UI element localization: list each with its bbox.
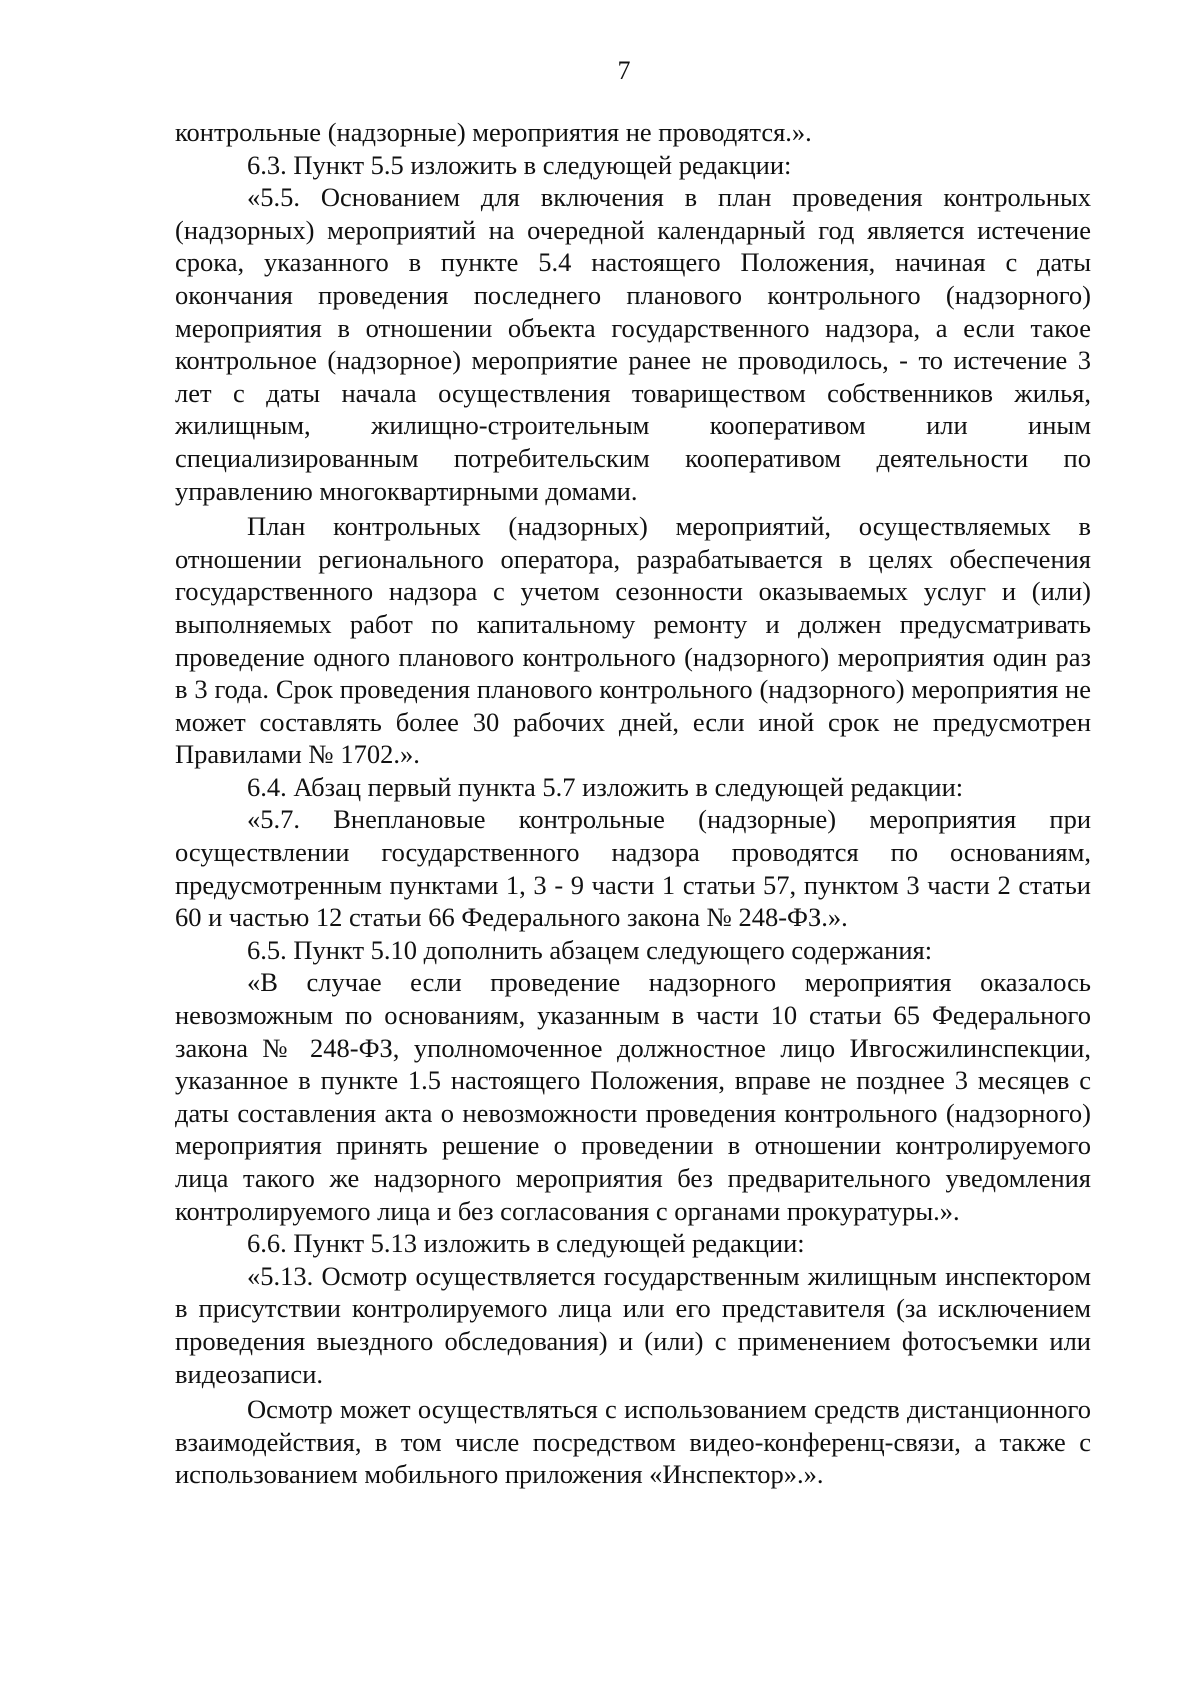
paragraph-item-6-5: 6.5. Пункт 5.10 дополнить абзацем следующего содержания: bbox=[247, 934, 933, 965]
paragraph-continuation: контрольные (надзорные) мероприятия не проводятся.». bbox=[175, 117, 812, 147]
paragraph-clause-5-10-addition: «В случае если проведение надзорного мероприятия оказалось невозможным по основаниям, указанным в части 10 статьи 65 Федерального закона № 248-ФЗ, уполномоченное должностное лицо Ивгосжилинспекции, указанное в пункте 1.5 настоящего Положения, вправе не позднее 3 месяцев с даты составления акта о невозможности проведения контрольного (надзорного) мероприятия принять решение о проведении в отношении контролируемого лица такого же надзорного мероприятия без предварительного уведомления контролируемого лица и без согласования с органами прокуратуры.». bbox=[175, 967, 1091, 1226]
paragraph-item-6-3: 6.3. Пункт 5.5 изложить в следующей редакции: bbox=[247, 149, 792, 180]
paragraph-clause-5-7: «5.7. Внеплановые контрольные (надзорные) мероприятия при осуществлении государственного надзора проводятся по основаниям, предусмотренным пунктами 1, 3 - 9 части 1 статьи 57, пунктом 3 части 2 статьи 60 и частью 12 статьи 66 Федерального закона № 248-ФЗ.». bbox=[175, 804, 1091, 933]
paragraph-plan-regional-operator: План контрольных (надзорных) мероприятий, осуществляемых в отношении регионального оператора, разрабатывается в целях обеспечения государственного надзора с учетом сезонности оказываемых услуг и (или) выполняемых работ по капитальному ремонту и должен предусматривать проведение одного планового контрольного (надзорного) мероприятия один раз в 3 года. Срок проведения планового контрольного (надзорного) мероприятия не может составлять более 30 рабочих дней, если иной срок не предусмотрен Правилами № 1702.». bbox=[175, 511, 1091, 770]
paragraph-item-6-4: 6.4. Абзац первый пункта 5.7 изложить в следующей редакции: bbox=[247, 771, 964, 802]
page-number: 7 bbox=[617, 56, 631, 85]
paragraph-item-6-6: 6.6. Пункт 5.13 изложить в следующей редакции: bbox=[247, 1228, 805, 1259]
paragraph-clause-5-5: «5.5. Основанием для включения в план проведения контрольных (надзорных) мероприятий на очередной календарный год является истечение срока, указанного в пункте 5.4 настоящего Положения, начиная с даты окончания проведения последнего планового контрольного (надзорного) мероприятия в отношении объекта государственного надзора, а если такое контрольное (надзорное) мероприятие ранее не проводилось, - то истечение 3 лет с даты начала осуществления товариществом собственников жилья, жилищным, жилищно-строительным кооперативом или иным специализированным потребительским кооперативом деятельности по управлению многоквартирными домами. bbox=[175, 182, 1091, 506]
document-body bbox=[175, 116, 1091, 1491]
paragraph-remote-inspection: Осмотр может осуществляться с использованием средств дистанционного взаимодействия, в том числе посредством видео-конференц-связи, а также с использованием мобильного приложения «Инспектор».». bbox=[175, 1394, 1091, 1490]
paragraph-clause-5-13: «5.13. Осмотр осуществляется государственным жилищным инспектором в присутствии контролируемого лица или его представителя (за исключением проведения выездного обследования) и (или) с применением фотосъемки или видеозаписи. bbox=[175, 1260, 1091, 1389]
